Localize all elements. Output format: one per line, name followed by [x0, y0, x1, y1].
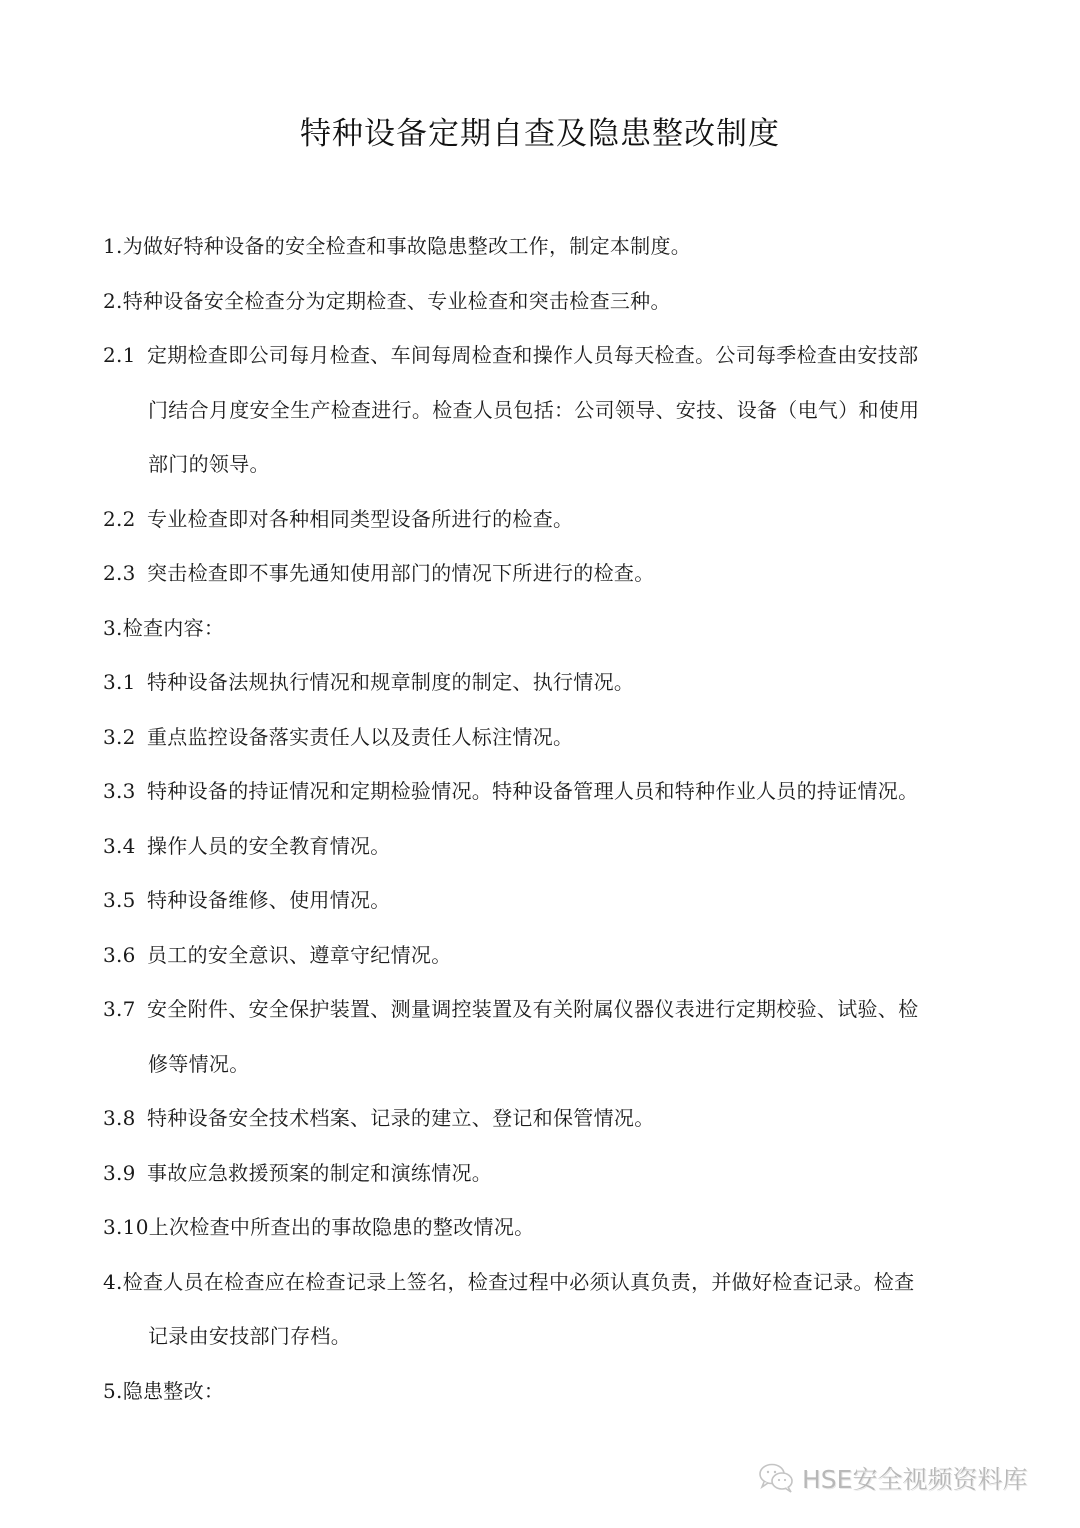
paragraph-2-2 [103, 492, 983, 547]
paragraph-5 [103, 1364, 983, 1419]
paragraph-2-3 [103, 546, 983, 601]
paragraph-number: 2.2 [103, 506, 136, 531]
paragraph-3-10 [103, 1200, 983, 1255]
paragraph-continuation: 部门的领导。 [148, 452, 270, 476]
paragraph-continuation: 修等情况。 [148, 1051, 250, 1076]
paragraph-number: 3.6 [103, 942, 136, 967]
paragraph-number: 3.8 [103, 1106, 136, 1130]
paragraph-number: 3.3 [103, 779, 136, 803]
paragraph-2 [103, 274, 983, 329]
paragraph-number: 3.1 [103, 670, 136, 694]
paragraph-text: 特种设备法规执行情况和规章制度的制定、执行情况。 [147, 670, 635, 694]
paragraph-text: 为做好特种设备的安全检查和事故隐患整改工作，制定本制度。 [122, 234, 692, 258]
paragraph-text: 重点监控设备落实责任人以及责任人标注情况。 [147, 724, 574, 749]
paragraph-3-1 [103, 655, 983, 710]
paragraph-number: 3.2 [103, 724, 136, 749]
paragraph-text: 特种设备安全检查分为定期检查、专业检查和突击检查三种。 [122, 288, 671, 313]
paragraph-number: 2. [103, 288, 123, 313]
paragraph-text: 事故应急救援预案的制定和演练情况。 [147, 1160, 493, 1185]
paragraph-continuation: 记录由安技部门存档。 [148, 1324, 351, 1348]
paragraph-3-3 [103, 764, 983, 819]
paragraph-number: 3.5 [103, 888, 136, 912]
paragraph-text: 检查内容： [122, 615, 225, 640]
wechat-icon [758, 1462, 796, 1494]
paragraph-number: 3.4 [103, 833, 136, 858]
paragraph-text: 专业检查即对各种相同类型设备所进行的检查。 [147, 506, 574, 531]
paragraph-1 [103, 219, 983, 274]
paragraph-text: 安全附件、安全保护装置、测量调控装置及有关附属仪器仪表进行定期校验、试验、检 [147, 997, 919, 1021]
paragraph-3-9 [103, 1146, 983, 1201]
paragraph-number: 3.10 [103, 1215, 149, 1239]
paragraph-text: 定期检查即公司每月检查、车间每周检查和操作人员每天检查。公司每季检查由安技部 [147, 343, 919, 367]
paragraph-3-8 [103, 1091, 983, 1146]
paragraph-text: 特种设备的持证情况和定期检验情况。特种设备管理人员和特种作业人员的持证情况。 [147, 779, 919, 803]
paragraph-continuation: 门结合月度安全生产检查进行。检查人员包括：公司领导、安技、设备（电气）和使用 [148, 397, 920, 422]
paragraph-number: 3.9 [103, 1160, 136, 1185]
paragraph-number: 1. [103, 234, 123, 258]
paragraph-4 [103, 1255, 983, 1364]
paragraph-number: 3. [103, 615, 123, 640]
paragraph-text: 特种设备安全技术档案、记录的建立、登记和保管情况。 [147, 1106, 655, 1130]
document-title: 特种设备定期自查及隐患整改制度 [300, 116, 780, 152]
paragraph-3-7 [103, 982, 983, 1091]
paragraph-number: 2.1 [103, 343, 136, 367]
watermark [758, 1460, 1027, 1496]
watermark-text: HSE安全视频资料库 [802, 1465, 1028, 1494]
paragraph-number: 5. [103, 1378, 123, 1403]
paragraph-text: 隐患整改： [122, 1378, 225, 1403]
paragraph-text: 突击检查即不事先通知使用部门的情况下所进行的检查。 [147, 561, 655, 585]
paragraph-3 [103, 601, 983, 656]
paragraph-2-1 [103, 328, 983, 492]
paragraph-3-2 [103, 710, 983, 765]
paragraph-number: 3.7 [103, 997, 136, 1021]
paragraph-3-5 [103, 873, 983, 928]
paragraph-text: 上次检查中所查出的事故隐患的整改情况。 [148, 1215, 535, 1239]
paragraph-text: 特种设备维修、使用情况。 [147, 888, 391, 912]
paragraph-text: 检查人员在检查应在检查记录上签名，检查过程中必须认真负责，并做好检查记录。检查 [122, 1269, 915, 1294]
paragraph-3-4 [103, 819, 983, 874]
paragraph-number: 4. [103, 1269, 123, 1294]
document-body [103, 219, 983, 1418]
paragraph-text: 员工的安全意识、遵章守纪情况。 [147, 942, 452, 967]
paragraph-number: 2.3 [103, 561, 136, 585]
paragraph-text: 操作人员的安全教育情况。 [147, 833, 391, 858]
paragraph-3-6 [103, 928, 983, 983]
